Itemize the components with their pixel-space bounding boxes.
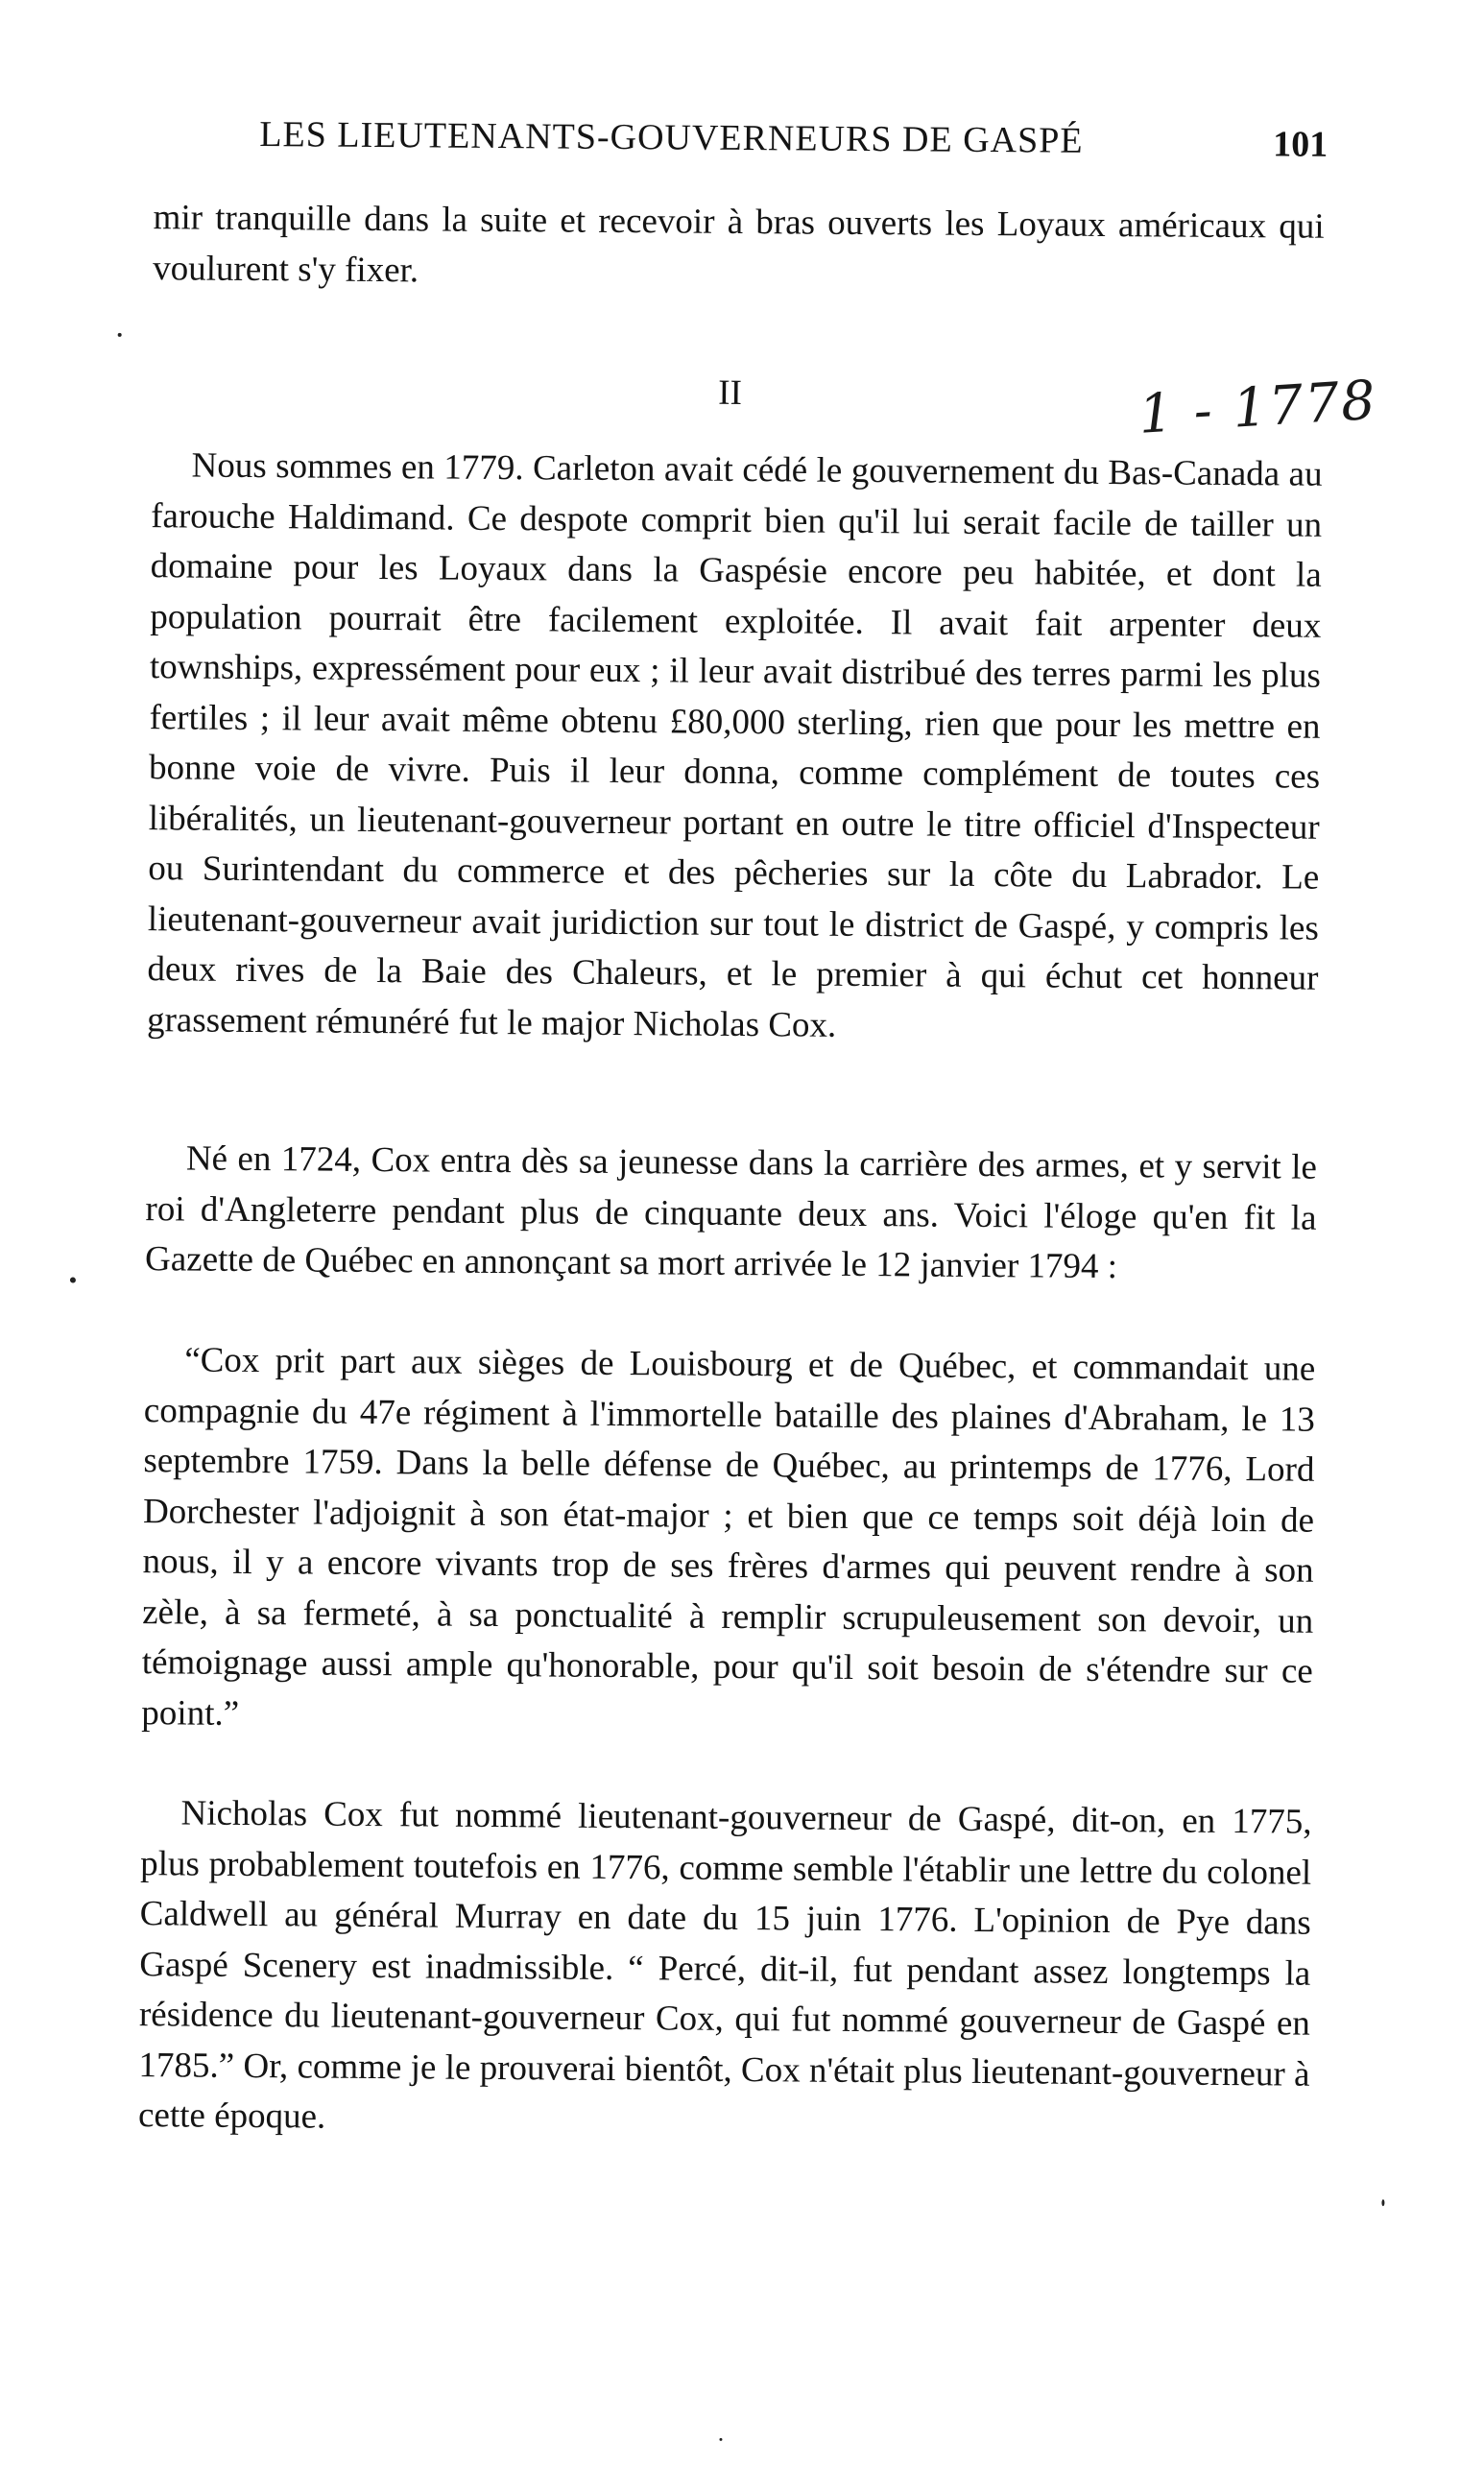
- paragraph-gazette-quote: “Cox prit part aux sièges de Louisbourg et de Québec, et commandait une compagnie du 47e régiment à l'immortelle bataille des plaines d'Abraham, le 13 septembre 1759. Dans la belle défense de Québec, au printemps de 1776, Lord Dorchester l'adjoignit à son état-major ; et bien que ce temps soit déjà loin de nous, il y a encore vivants trop de ses frères d'armes qui peuvent rendre à son zèle, à sa fermeté, à sa ponctualité à remplir scrupuleusement son devoir, un témoignage aussi ample qu'honorable, pour qu'il soit besoin de s'étendre sur ce point.”: [141, 1340, 1316, 1734]
- page-number: 101: [1273, 124, 1328, 165]
- ink-speck: [1381, 2199, 1384, 2206]
- handwritten-annotation: 1 - 1778: [1137, 369, 1379, 446]
- ink-speck: [719, 2438, 722, 2441]
- continued-paragraph: mir tranquille dans la suite et recevoir à bras ouverts les Loyaux américaux qui voulurent s'y fixer.: [153, 198, 1325, 290]
- ink-speck: [118, 333, 122, 337]
- running-title: LES LIEUTENANTS-GOUVERNEURS DE GASPÉ: [259, 114, 1084, 161]
- paragraph-appointment: Nicholas Cox fut nommé lieutenant-gouverneur de Gaspé, dit-on, en 1775, plus probablement toutefois en 1776, comme semble l'établir une lettre du colonel Caldwell au général Murray en date du 15 juin 1776. L'opinion de Pye dans Gaspé Scenery est inadmissible. “ Percé, dit-il, fut pendant assez longtemps la résidence du lieutenant-gouverneur Cox, qui fut nommé gouverneur de Gaspé en 1785.” Or, comme je le prouverai bientôt, Cox n'était plus lieutenant-gouverneur à cette époque.: [137, 1793, 1312, 2137]
- paragraph-haldimand: Nous sommes en 1779. Carleton avait cédé le gouvernement du Bas-Canada au farouche Haldimand. Ce despote comprit bien qu'il lui serait facile de tailler un domaine pour les Loyaux dans la Gaspésie encore peu habitée, et dont la population pourrait être facilement exploitée. Il avait fait arpenter deux townships, expressément pour eux ; il leur avait distribué des terres parmi les plus fertiles ; il leur avait même obtenu £80,000 sterling, rien que pour les mettre en bonne voie de vivre. Puis il leur donna, comme complément de toutes ces libéralités, un lieutenant-gouverneur portant en outre le titre officiel d'Inspecteur ou Surintendant du commerce et des pêcheries sur la côte du Labrador. Le lieutenant-gouverneur avait juridiction sur tout le district de Gaspé, y compris les deux rives de la Baie des Chaleurs, et le premier à qui échut cet honneur grassement rémunéré fut le major Nicholas Cox.: [146, 445, 1323, 1045]
- ink-speck: [70, 1278, 76, 1283]
- paragraph-cox-career: Né en 1724, Cox entra dès sa jeunesse dans la carrière des armes, et y servit le roi d'Angleterre pendant plus de cinquante deux ans. Voici l'éloge qu'en fit la Gazette de Québec en annonçant sa mort arrivée le 12 janvier 1794 :: [144, 1138, 1318, 1287]
- section-heading: II: [718, 372, 743, 413]
